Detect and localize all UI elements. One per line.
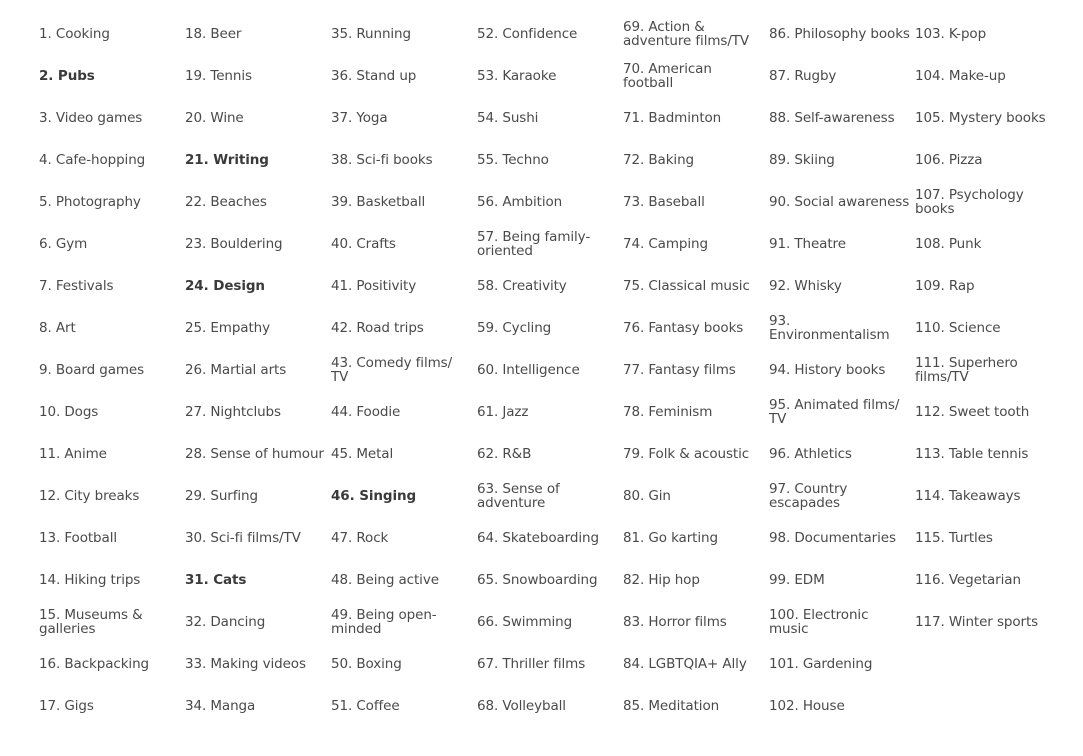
- interest-label: 115. Turtles: [915, 530, 993, 546]
- interest-item: [623, 223, 765, 265]
- interest-item: [185, 349, 327, 391]
- interest-item: [623, 475, 765, 517]
- interest-item: [477, 307, 619, 349]
- interest-label: 79. Folk & acoustic: [623, 446, 750, 462]
- interest-label: 24. Design: [185, 278, 265, 294]
- interest-item: [769, 13, 911, 55]
- interest-item: [769, 223, 911, 265]
- interest-item: [185, 223, 327, 265]
- interest-item: [331, 265, 473, 307]
- interest-item: [39, 13, 181, 55]
- interest-label: 55. Techno: [477, 152, 549, 168]
- interest-item: [623, 97, 765, 139]
- interest-label: 40. Crafts: [331, 236, 396, 252]
- interest-item: [477, 433, 619, 475]
- interest-label: 7. Festivals: [39, 278, 114, 294]
- interest-item: [331, 307, 473, 349]
- interest-label: 42. Road trips: [331, 320, 424, 336]
- interest-item: [915, 391, 1057, 433]
- interest-label: 86. Philosophy books: [769, 26, 910, 42]
- interest-label: 78. Feminism: [623, 404, 713, 420]
- interest-item: [477, 685, 619, 727]
- interest-item: [769, 265, 911, 307]
- interest-item-selected: [331, 475, 473, 517]
- interest-label: 27. Nightclubs: [185, 404, 281, 420]
- interest-item: [623, 181, 765, 223]
- interest-label: 58. Creativity: [477, 278, 567, 294]
- interest-label: 4. Cafe-hopping: [39, 152, 146, 168]
- interest-item: [623, 601, 765, 643]
- interest-item: [477, 601, 619, 643]
- interest-item-selected: [185, 559, 327, 601]
- interest-label: 99. EDM: [769, 572, 825, 588]
- interest-item: [915, 559, 1057, 601]
- interest-item: [623, 685, 765, 727]
- interest-item: [39, 559, 181, 601]
- interest-item: [39, 139, 181, 181]
- interest-item: [331, 181, 473, 223]
- interest-item: [623, 349, 765, 391]
- interest-label: 72. Baking: [623, 152, 694, 168]
- interest-item: [185, 13, 327, 55]
- interest-label: 47. Rock: [331, 530, 389, 546]
- interest-item: [623, 433, 765, 475]
- interest-item: [915, 349, 1057, 391]
- interest-item: [623, 391, 765, 433]
- interest-label: 22. Beaches: [185, 194, 267, 210]
- interest-label: 100. Electronic music: [769, 607, 869, 637]
- interest-item: [331, 97, 473, 139]
- interest-label: 32. Dancing: [185, 614, 266, 630]
- interest-item: [915, 433, 1057, 475]
- interest-label: 43. Comedy films/ TV: [331, 355, 453, 385]
- interest-item: [477, 475, 619, 517]
- interest-label: 2. Pubs: [39, 68, 95, 84]
- interest-item: [623, 139, 765, 181]
- interest-label: 11. Anime: [39, 446, 107, 462]
- interest-label: 30. Sci-fi films/TV: [185, 530, 301, 546]
- interest-label: 54. Sushi: [477, 110, 539, 126]
- interest-label: 46. Singing: [331, 488, 417, 504]
- interest-label: 26. Martial arts: [185, 362, 287, 378]
- interest-label: 105. Mystery books: [915, 110, 1046, 126]
- interest-label: 91. Theatre: [769, 236, 846, 252]
- interest-item: [39, 391, 181, 433]
- interest-item: [915, 601, 1057, 643]
- interest-label: 59. Cycling: [477, 320, 552, 336]
- interest-item: [39, 181, 181, 223]
- interest-label: 69. Action & adventure films/TV: [623, 19, 750, 49]
- interest-item: [623, 517, 765, 559]
- interest-label: 83. Horror films: [623, 614, 727, 630]
- interest-item-selected: [39, 55, 181, 97]
- interest-label: 5. Photography: [39, 194, 141, 210]
- interest-label: 13. Football: [39, 530, 118, 546]
- interest-label: 90. Social awareness: [769, 194, 910, 210]
- interest-item: [331, 559, 473, 601]
- interest-label: 8. Art: [39, 320, 76, 336]
- interest-label: 51. Coffee: [331, 698, 400, 714]
- interest-label: 93. Environmentalism: [769, 313, 890, 343]
- interest-label: 63. Sense of adventure: [477, 481, 560, 511]
- interest-item: [39, 601, 181, 643]
- interest-item: [769, 517, 911, 559]
- interest-item: [769, 307, 911, 349]
- interest-item: [623, 643, 765, 685]
- interest-label: 112. Sweet tooth: [915, 404, 1030, 420]
- interest-item: [769, 181, 911, 223]
- interest-item: [331, 685, 473, 727]
- interest-label: 114. Takeaways: [915, 488, 1021, 504]
- interest-label: 71. Badminton: [623, 110, 722, 126]
- interest-label: 3. Video games: [39, 110, 143, 126]
- interest-label: 10. Dogs: [39, 404, 99, 420]
- interest-item: [477, 13, 619, 55]
- interest-label: 19. Tennis: [185, 68, 252, 84]
- interest-label: 60. Intelligence: [477, 362, 580, 378]
- interest-label: 52. Confidence: [477, 26, 578, 42]
- interest-item: [769, 139, 911, 181]
- interest-item: [623, 55, 765, 97]
- interest-label: 111. Superhero films/TV: [915, 355, 1018, 385]
- interest-label: 36. Stand up: [331, 68, 417, 84]
- interest-item: [39, 97, 181, 139]
- interest-label: 85. Meditation: [623, 698, 720, 714]
- interest-item: [623, 265, 765, 307]
- interest-label: 23. Bouldering: [185, 236, 283, 252]
- interest-item: [39, 685, 181, 727]
- interest-item: [915, 13, 1057, 55]
- interest-label: 62. R&B: [477, 446, 532, 462]
- interest-label: 97. Country escapades: [769, 481, 848, 511]
- interest-item: [769, 349, 911, 391]
- interest-label: 50. Boxing: [331, 656, 402, 672]
- interest-item: [185, 181, 327, 223]
- interest-label: 61. Jazz: [477, 404, 529, 420]
- interest-item: [185, 433, 327, 475]
- interest-label: 45. Metal: [331, 446, 394, 462]
- interest-item: [769, 55, 911, 97]
- interest-label: 113. Table tennis: [915, 446, 1029, 462]
- interest-label: 101. Gardening: [769, 656, 873, 672]
- interest-item: [477, 97, 619, 139]
- interest-label: 102. House: [769, 698, 845, 714]
- interest-label: 1. Cooking: [39, 26, 110, 42]
- interest-item: [185, 97, 327, 139]
- interest-item: [769, 433, 911, 475]
- interest-label: 108. Punk: [915, 236, 982, 252]
- interest-label: 28. Sense of humour: [185, 446, 324, 462]
- interest-item: [915, 265, 1057, 307]
- interest-label: 6. Gym: [39, 236, 88, 252]
- interest-label: 38. Sci-fi books: [331, 152, 433, 168]
- interest-item: [39, 643, 181, 685]
- interest-label: 35. Running: [331, 26, 411, 42]
- interest-label: 21. Writing: [185, 152, 269, 168]
- interest-item: [185, 391, 327, 433]
- interest-item: [477, 55, 619, 97]
- interest-item: [769, 685, 911, 727]
- interest-item: [331, 223, 473, 265]
- interest-item: [915, 139, 1057, 181]
- interest-label: 116. Vegetarian: [915, 572, 1021, 588]
- interest-item: [185, 517, 327, 559]
- interest-label: 117. Winter sports: [915, 614, 1039, 630]
- interest-item: [915, 307, 1057, 349]
- interests-list: [39, 13, 1083, 743]
- interest-item: [185, 643, 327, 685]
- interest-item: [477, 517, 619, 559]
- interest-label: 110. Science: [915, 320, 1001, 336]
- interest-label: 33. Making videos: [185, 656, 306, 672]
- interest-item: [477, 559, 619, 601]
- interest-label: 107. Psychology books: [915, 187, 1024, 217]
- interest-item: [623, 13, 765, 55]
- interest-item: [331, 517, 473, 559]
- interest-label: 87. Rugby: [769, 68, 837, 84]
- interest-label: 44. Foodie: [331, 404, 401, 420]
- interest-label: 65. Snowboarding: [477, 572, 598, 588]
- interest-item: [915, 181, 1057, 223]
- interest-item: [331, 433, 473, 475]
- interest-item: [769, 559, 911, 601]
- interest-item: [185, 685, 327, 727]
- interest-label: 73. Baseball: [623, 194, 705, 210]
- interest-item: [331, 643, 473, 685]
- interest-label: 41. Positivity: [331, 278, 417, 294]
- interest-label: 25. Empathy: [185, 320, 271, 336]
- interest-item-selected: [185, 139, 327, 181]
- interest-label: 29. Surfing: [185, 488, 258, 504]
- interest-label: 56. Ambition: [477, 194, 563, 210]
- interest-label: 67. Thriller films: [477, 656, 586, 672]
- interest-label: 89. Skiing: [769, 152, 835, 168]
- interest-label: 92. Whisky: [769, 278, 842, 294]
- interest-label: 12. City breaks: [39, 488, 140, 504]
- interest-label: 15. Museums & galleries: [39, 607, 143, 637]
- interest-label: 80. Gin: [623, 488, 671, 504]
- interest-item: [477, 265, 619, 307]
- interest-label: 81. Go karting: [623, 530, 718, 546]
- interest-item: [39, 307, 181, 349]
- interest-item: [477, 643, 619, 685]
- interest-item: [915, 55, 1057, 97]
- interest-label: 75. Classical music: [623, 278, 750, 294]
- interest-item: [915, 223, 1057, 265]
- interest-item: [39, 223, 181, 265]
- interest-item: [331, 391, 473, 433]
- interest-item: [39, 517, 181, 559]
- interest-label: 109. Rap: [915, 278, 975, 294]
- interest-item: [769, 643, 911, 685]
- interest-item: [185, 307, 327, 349]
- interest-label: 66. Swimming: [477, 614, 573, 630]
- interest-label: 98. Documentaries: [769, 530, 896, 546]
- interest-item: [769, 601, 911, 643]
- interest-label: 103. K-pop: [915, 26, 987, 42]
- interest-label: 82. Hip hop: [623, 572, 700, 588]
- interest-item: [39, 265, 181, 307]
- interest-label: 70. American football: [623, 61, 712, 91]
- interest-label: 31. Cats: [185, 572, 247, 588]
- interest-label: 74. Camping: [623, 236, 708, 252]
- interest-item: [915, 517, 1057, 559]
- interest-label: 18. Beer: [185, 26, 242, 42]
- interest-item: [185, 601, 327, 643]
- interest-label: 106. Pizza: [915, 152, 983, 168]
- interest-item: [477, 391, 619, 433]
- interest-label: 16. Backpacking: [39, 656, 149, 672]
- interest-item: [331, 55, 473, 97]
- interest-label: 37. Yoga: [331, 110, 388, 126]
- interest-item: [477, 181, 619, 223]
- interest-label: 14. Hiking trips: [39, 572, 141, 588]
- interest-item: [769, 391, 911, 433]
- interest-item: [39, 433, 181, 475]
- interest-label: 88. Self-awareness: [769, 110, 895, 126]
- interest-item: [769, 475, 911, 517]
- interest-item: [185, 55, 327, 97]
- interest-label: 49. Being open-minded: [331, 607, 437, 637]
- interest-label: 17. Gigs: [39, 698, 94, 714]
- interest-label: 96. Athletics: [769, 446, 852, 462]
- interest-item: [331, 139, 473, 181]
- interest-item: [39, 349, 181, 391]
- interest-label: 9. Board games: [39, 362, 145, 378]
- interest-label: 20. Wine: [185, 110, 244, 126]
- interest-item: [185, 475, 327, 517]
- interest-item-selected: [185, 265, 327, 307]
- interest-label: 68. Volleyball: [477, 698, 566, 714]
- interest-item: [331, 349, 473, 391]
- interest-item: [623, 307, 765, 349]
- interest-label: 57. Being family-oriented: [477, 229, 591, 259]
- interest-label: 76. Fantasy books: [623, 320, 744, 336]
- interest-label: 84. LGBTQIA+ Ally: [623, 656, 747, 672]
- interest-item: [331, 601, 473, 643]
- interest-label: 48. Being active: [331, 572, 439, 588]
- interest-item: [915, 97, 1057, 139]
- interest-item: [39, 475, 181, 517]
- interest-label: 94. History books: [769, 362, 886, 378]
- interest-item: [915, 475, 1057, 517]
- interest-label: 95. Animated films/ TV: [769, 397, 900, 427]
- interest-item: [623, 559, 765, 601]
- interest-item: [477, 139, 619, 181]
- interest-label: 64. Skateboarding: [477, 530, 599, 546]
- interest-item: [477, 349, 619, 391]
- interest-item: [477, 223, 619, 265]
- interest-label: 77. Fantasy films: [623, 362, 736, 378]
- interest-label: 104. Make-up: [915, 68, 1006, 84]
- interest-label: 53. Karaoke: [477, 68, 557, 84]
- interest-label: 34. Manga: [185, 698, 256, 714]
- interest-label: 39. Basketball: [331, 194, 426, 210]
- interest-item: [331, 13, 473, 55]
- interest-item: [769, 97, 911, 139]
